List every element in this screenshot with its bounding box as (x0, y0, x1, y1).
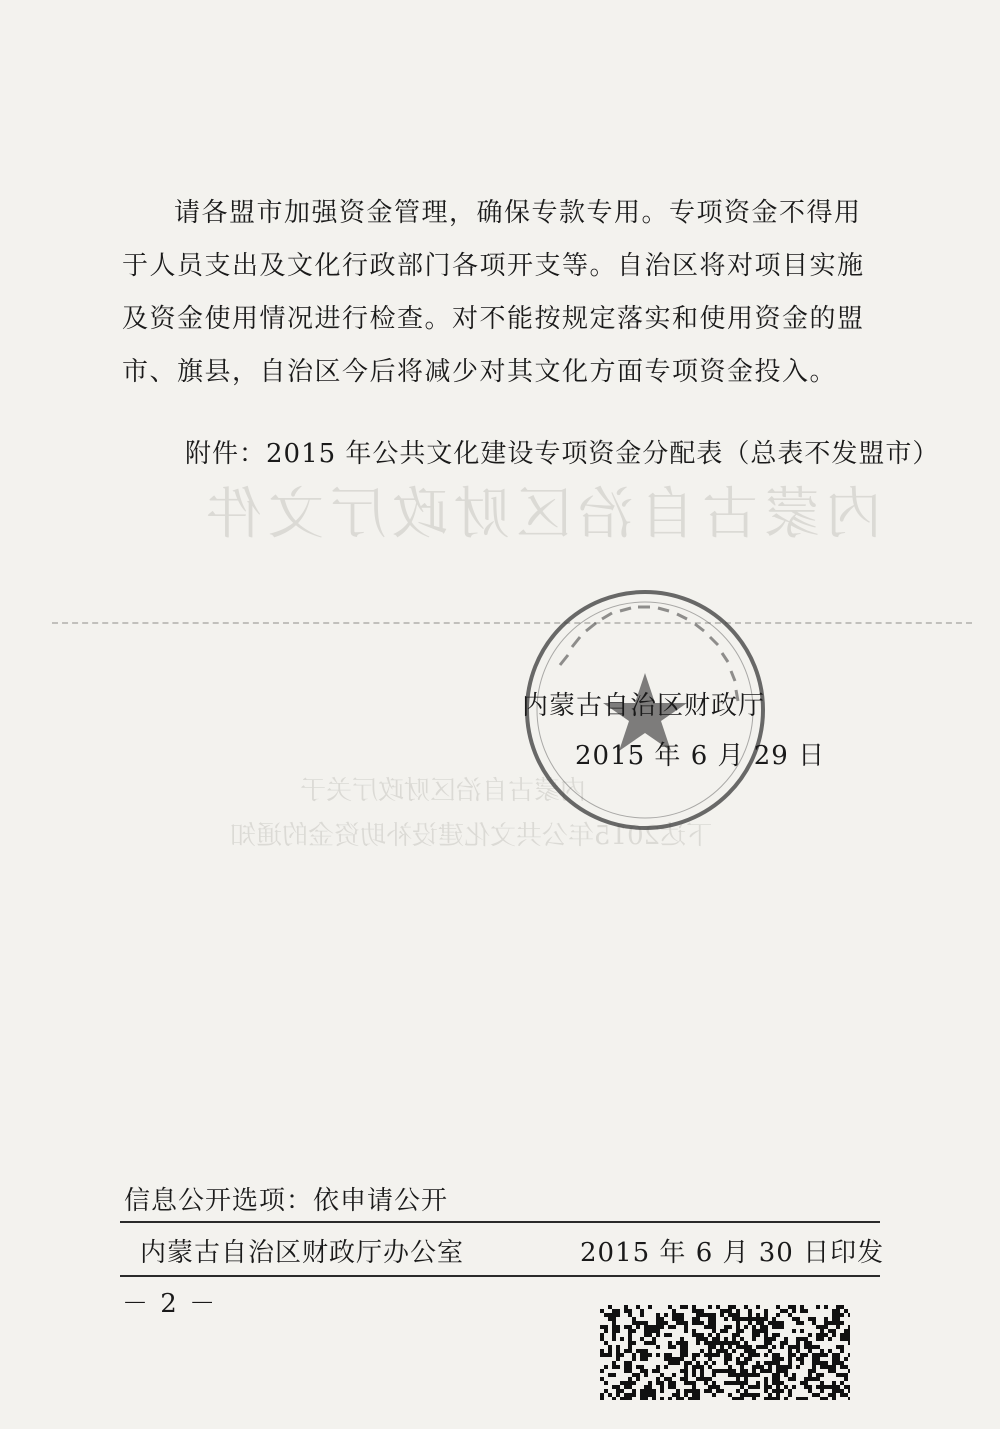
reverse-side-bleed-line: 内蒙古自治区财政厅关于 (300, 776, 587, 806)
footer-rule-bottom (120, 1275, 880, 1277)
signature-date: 2015 年 6 月 29 日 (575, 741, 826, 771)
reverse-side-bleed-title: 内蒙古自治区财政厅文件 (200, 482, 882, 547)
attachment-note: 附件：2015 年公共文化建设专项资金分配表（总表不发盟市） (185, 439, 940, 469)
disclosure-option: 信息公开选项：依申请公开 (124, 1186, 449, 1216)
footer-rule-top (120, 1221, 880, 1223)
reverse-side-bleed-line: 下达2015年公共文化建设补助资金的通知 (230, 821, 713, 851)
print-date: 2015 年 6 月 30 日印发 (580, 1238, 885, 1268)
faint-divider (52, 622, 972, 624)
page-number: － 2 － (122, 1289, 218, 1319)
issuer-name: 内蒙古自治区财政厅 (522, 691, 766, 721)
body-paragraph: 请各盟市加强资金管理，确保专款专用。专项资金不得用于人员支出及文化行政部门各项开支等。自治区将对项目实施及资金使用情况进行检查。对不能按规定落实和使用资金的盟市、旗县，自治区今后将减少对其文化方面专项资金投入。 (122, 198, 865, 387)
barcode-icon (600, 1305, 850, 1400)
printing-office: 内蒙古自治区财政厅办公室 (140, 1238, 465, 1268)
